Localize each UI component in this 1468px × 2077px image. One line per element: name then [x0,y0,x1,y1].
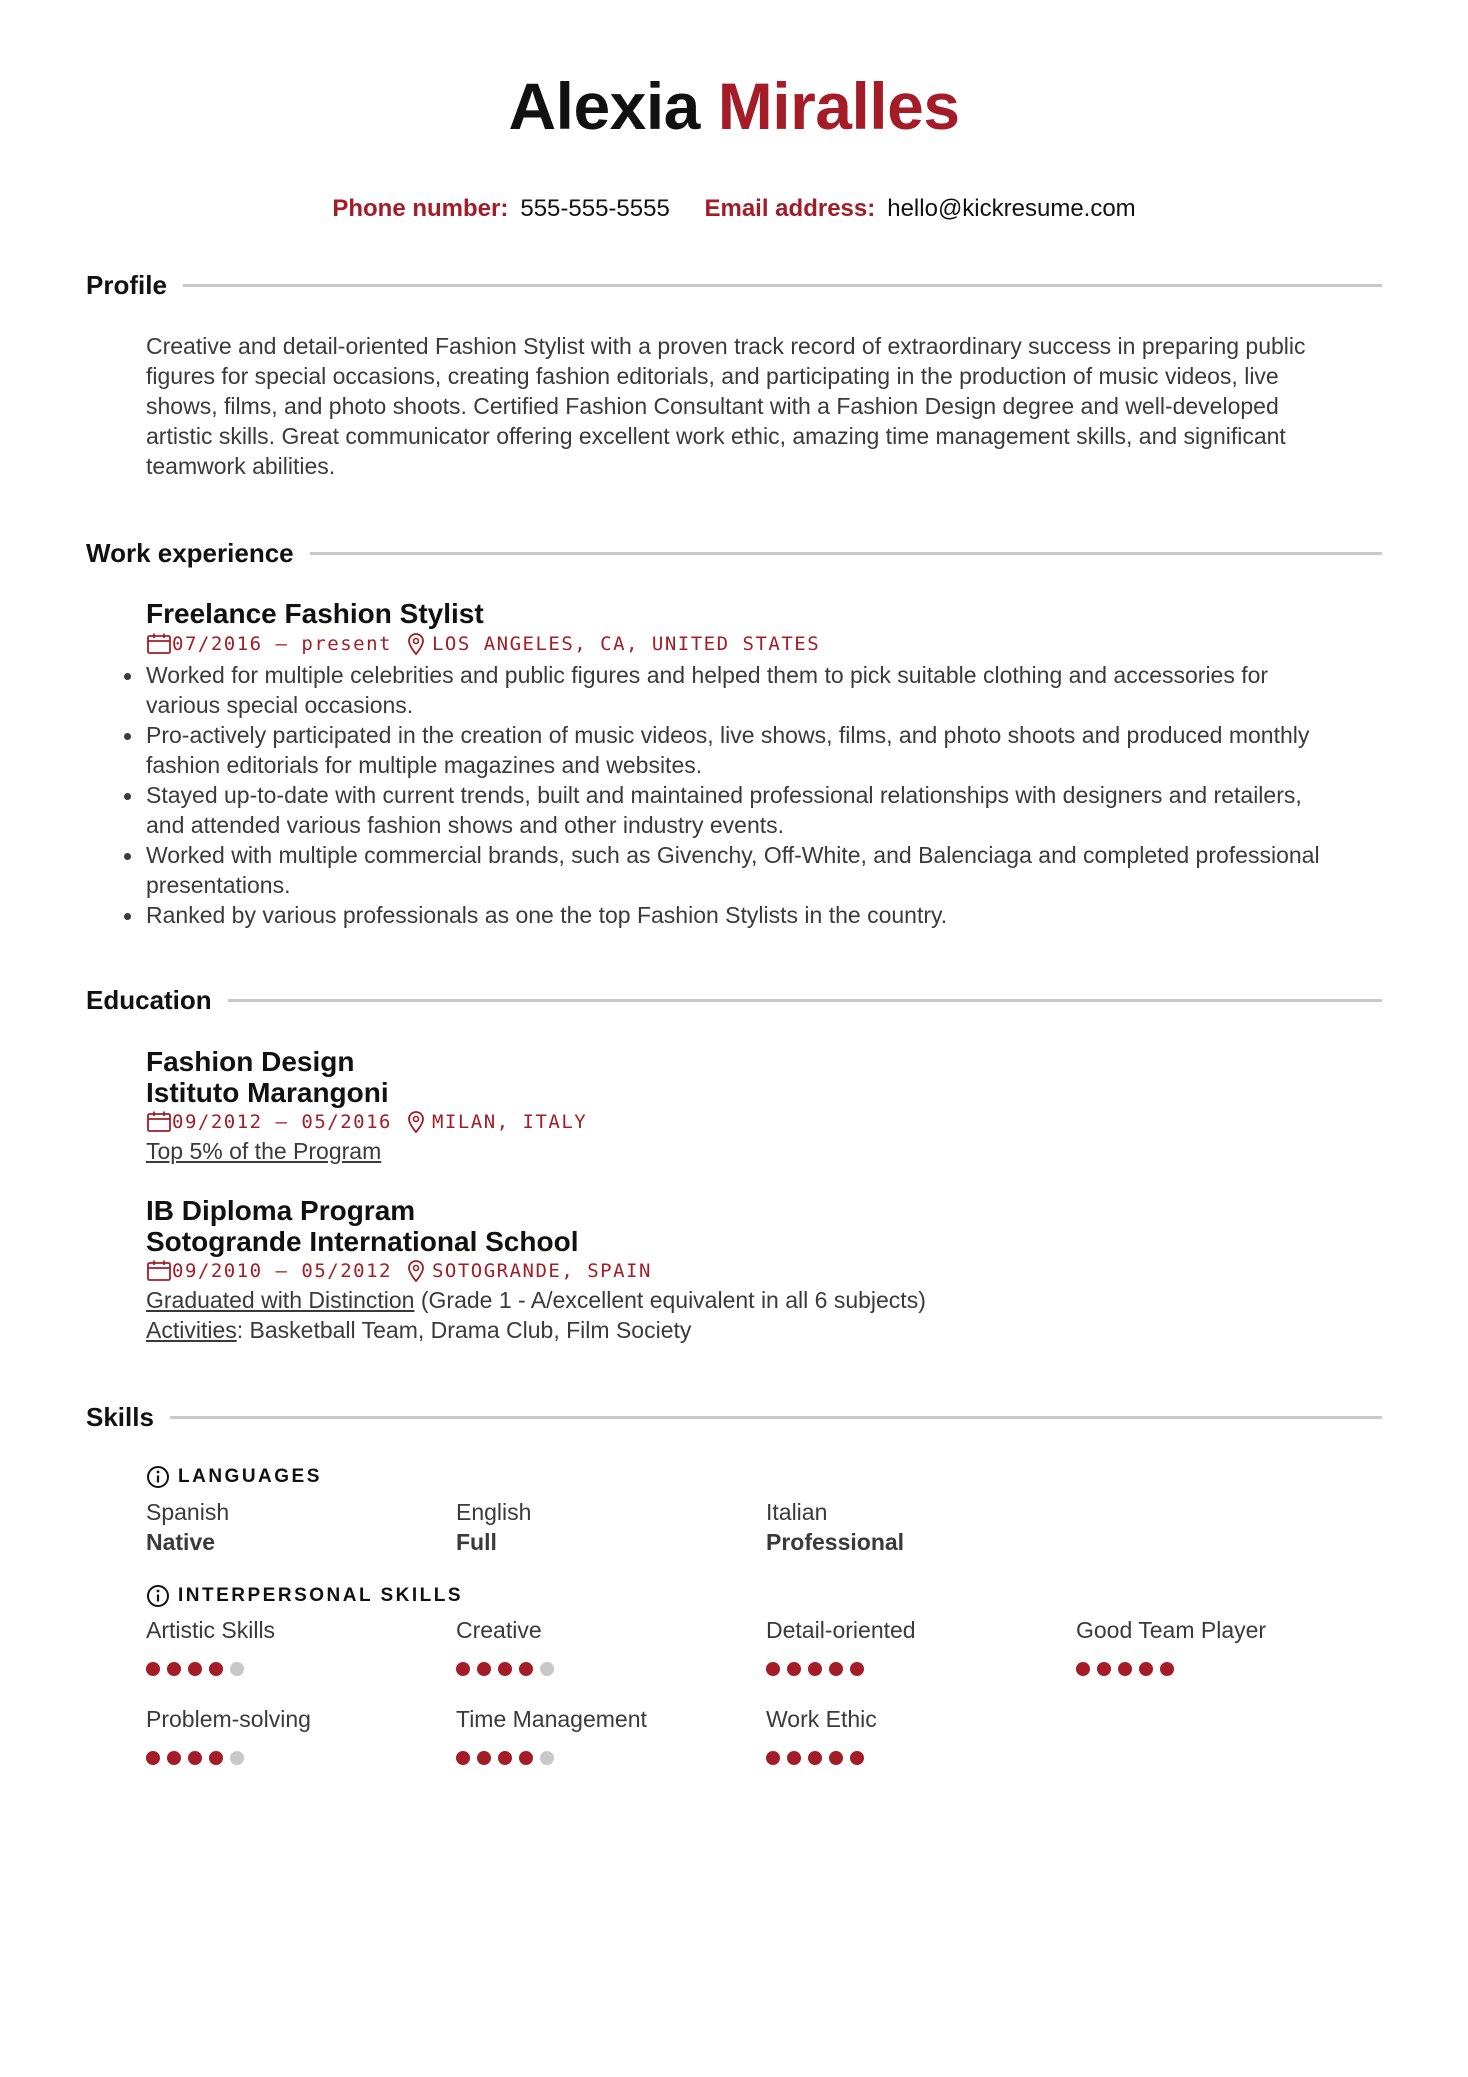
profile-line: artistic skills. Great communicator offering excellent work ethic, amazing time management skills, and significant [146,423,1286,449]
skill-rating [146,1662,456,1676]
profile-line: Creative and detail-oriented Fashion Stylist with a proven track record of extraordinary success in preparing public [146,333,1306,359]
list-item: Stayed up-to-date with current trends, built and maintained professional relationships with designers and retailers, and attended various fashion shows and other industry events. [146,780,1382,840]
language-item [146,1497,456,1557]
job-meta [146,630,1382,658]
education-note-link[interactable]: Graduated with Distinction [146,1287,415,1313]
work-title: Work experience [86,538,294,568]
school: Sotogrande International School [146,1226,579,1257]
list-item: Worked with multiple commercial brands, such as Givenchy, Off-White, and Balenciaga and completed professional presentations. [146,840,1382,900]
candidate-name [0,68,1468,144]
skill-item [146,1615,456,1676]
education-note [146,1285,1382,1315]
degree: Fashion Design [146,1046,355,1077]
skill-name: Problem-solving [146,1706,311,1732]
profile-line: shows, films, and photo shoots. Certified Fashion Consultant with a Fashion Design degree and well-developed [146,393,1279,419]
rating-dot-empty [540,1662,554,1676]
skill-name: Artistic Skills [146,1617,276,1643]
degree: IB Diploma Program [146,1195,416,1226]
rating-dot-filled [850,1662,864,1676]
rating-dot-filled [146,1751,160,1765]
phone-value[interactable]: 555-555-5555 [520,195,670,222]
rating-dot-filled [1160,1662,1174,1676]
contact-row [0,195,1468,223]
rating-dot-filled [456,1662,470,1676]
education-title: Education [86,985,212,1015]
skill-item [146,1704,456,1765]
education-activities [146,1315,1382,1345]
calendar-icon [146,1259,172,1283]
rating-dot-filled [1139,1662,1153,1676]
skills-title: Skills [86,1402,154,1432]
language-name: Spanish [146,1499,230,1525]
rating-dot-filled [209,1662,223,1676]
job-bullets [146,660,1382,930]
job-position: Freelance Fashion Stylist [146,598,484,629]
rating-dot-filled [808,1751,822,1765]
section-divider [183,284,1382,287]
education-note-text: (Grade 1 - A/excellent equivalent in all 6 subjects) [414,1287,926,1313]
languages-heading [146,1465,322,1489]
list-item: Ranked by various professionals as one the top Fashion Stylists in the country. [146,900,1382,930]
rating-dot-filled [146,1662,160,1676]
education-meta [146,1108,1382,1136]
interpersonal-label: INTERPERSONAL SKILLS [178,1585,464,1606]
email-value[interactable]: hello@kickresume.com [887,195,1136,222]
interpersonal-grid [146,1615,1386,1765]
rating-dot-filled [1118,1662,1132,1676]
education-note-link[interactable]: Top 5% of the Program [146,1138,382,1164]
skills-section-header [86,1402,1382,1433]
language-level: Full [456,1529,497,1555]
language-item [456,1497,766,1557]
profile-section-header [86,270,1382,301]
rating-dot-filled [209,1751,223,1765]
language-level: Native [146,1529,216,1555]
skill-item [766,1704,1076,1765]
education-dates: 09/2010 – 05/2012 [172,1260,392,1282]
skill-rating [146,1751,456,1765]
info-icon [146,1584,170,1608]
rating-dot-empty [230,1751,244,1765]
rating-dot-filled [1097,1662,1111,1676]
skill-name: Creative [456,1617,542,1643]
skill-name: Time Management [456,1706,647,1732]
rating-dot-filled [1076,1662,1090,1676]
list-item: Worked for multiple celebrities and public figures and helped them to pick suitable clothing and accessories for various special occasions. [146,660,1382,720]
profile-title: Profile [86,270,167,300]
language-name: Italian [766,1499,828,1525]
job-entry [146,598,1382,930]
language-level: Professional [766,1529,905,1555]
rating-dot-empty [540,1751,554,1765]
rating-dot-filled [477,1751,491,1765]
languages-grid [146,1497,1386,1557]
education-entry [146,1195,1382,1345]
rating-dot-filled [188,1662,202,1676]
location-pin-icon [406,632,426,656]
education-meta [146,1257,1382,1285]
profile-line: teamwork abilities. [146,453,336,479]
rating-dot-filled [456,1751,470,1765]
skill-rating [1076,1662,1386,1676]
skill-name: Detail-oriented [766,1617,916,1643]
education-location: SOTOGRANDE, SPAIN [431,1260,652,1282]
skill-rating [456,1662,766,1676]
location-pin-icon [406,1259,426,1283]
section-divider [170,1416,1382,1419]
info-icon [146,1465,170,1489]
section-divider [310,552,1382,555]
skill-rating [766,1751,1076,1765]
language-name: English [456,1499,532,1525]
rating-dot-filled [829,1751,843,1765]
skill-name: Work Ethic [766,1706,877,1732]
phone-item [332,195,669,223]
calendar-icon [146,632,172,656]
school: Istituto Marangoni [146,1077,389,1108]
work-section-header [86,538,1382,569]
education-note [146,1136,1382,1166]
rating-dot-filled [787,1662,801,1676]
email-label: Email address: [704,195,876,222]
rating-dot-filled [766,1662,780,1676]
last-name: Miralles [717,69,960,143]
first-name: Alexia [508,69,700,143]
education-location: MILAN, ITALY [431,1111,588,1133]
skill-item [456,1704,766,1765]
job-dates: 07/2016 – present [172,633,392,655]
languages-label: LANGUAGES [178,1466,322,1487]
skill-rating [456,1751,766,1765]
education-section-header [86,985,1382,1016]
skill-item [1076,1615,1386,1676]
profile-line: figures for special occasions, creating fashion editorials, and participating in the production of music videos, live [146,363,1279,389]
rating-dot-filled [766,1751,780,1765]
location-pin-icon [406,1110,426,1134]
skill-name: Good Team Player [1076,1617,1267,1643]
rating-dot-filled [519,1751,533,1765]
rating-dot-filled [829,1662,843,1676]
rating-dot-filled [167,1662,181,1676]
skill-item [456,1615,766,1676]
profile-text [146,331,1382,481]
rating-dot-empty [230,1662,244,1676]
rating-dot-filled [850,1751,864,1765]
section-divider [228,999,1382,1002]
education-dates: 09/2012 – 05/2016 [172,1111,392,1133]
interpersonal-heading [146,1584,463,1608]
rating-dot-filled [498,1751,512,1765]
skill-rating [766,1662,1076,1676]
activities-label[interactable]: Activities [146,1317,237,1343]
rating-dot-filled [498,1662,512,1676]
skill-item [766,1615,1076,1676]
list-item: Pro-actively participated in the creation of music videos, live shows, films, and photo shoots and produced monthly fashion editorials for multiple magazines and websites. [146,720,1382,780]
rating-dot-filled [787,1751,801,1765]
phone-label: Phone number: [332,195,509,222]
email-item [704,195,1135,223]
rating-dot-filled [167,1751,181,1765]
education-entry [146,1046,1382,1166]
rating-dot-filled [519,1662,533,1676]
rating-dot-filled [188,1751,202,1765]
rating-dot-filled [808,1662,822,1676]
rating-dot-filled [477,1662,491,1676]
language-item [766,1497,1076,1557]
calendar-icon [146,1110,172,1134]
job-location: LOS ANGELES, CA, UNITED STATES [431,633,821,655]
activities-text: : Basketball Team, Drama Club, Film Society [236,1317,692,1343]
